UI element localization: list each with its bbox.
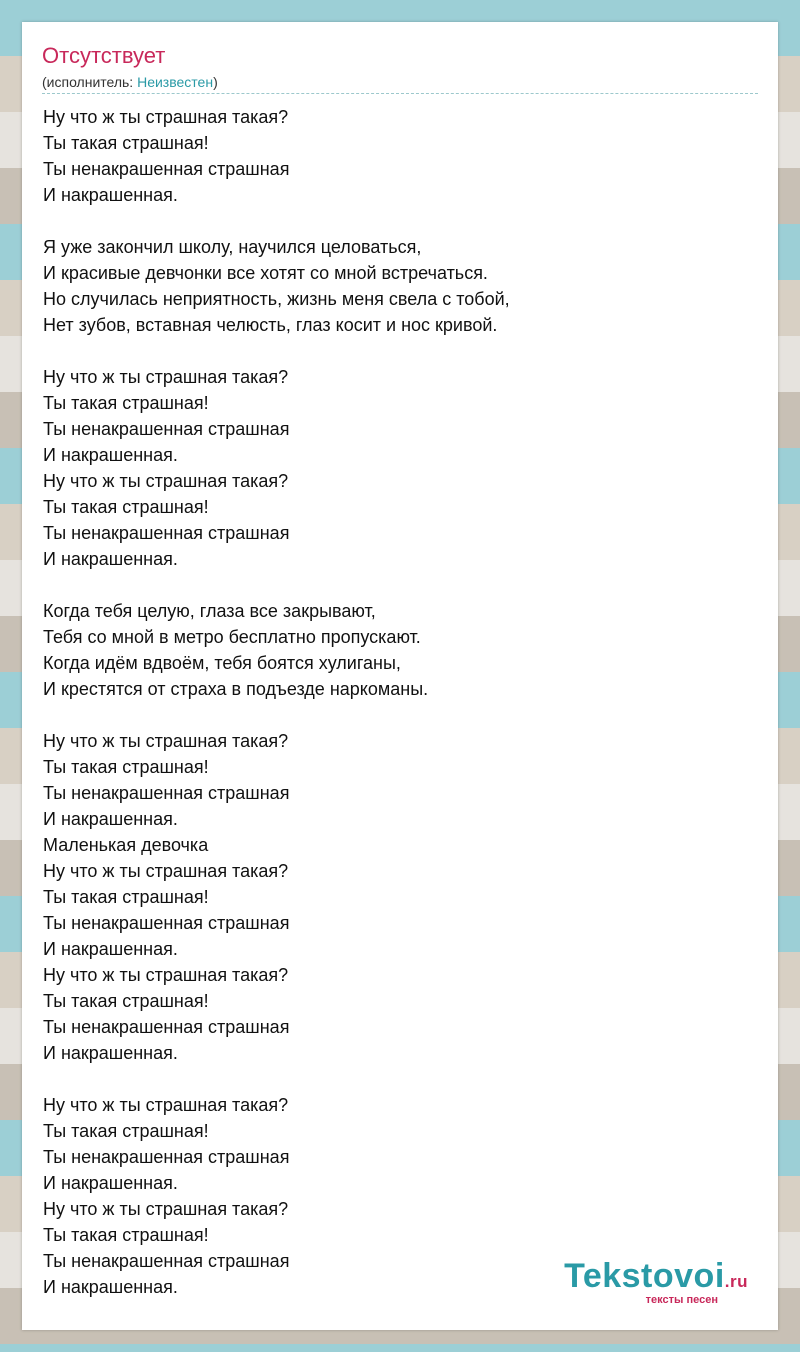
lyrics-line: Ты такая страшная! (43, 393, 209, 413)
lyrics-line: Ну что ж ты страшная такая? (43, 731, 289, 751)
artist-link[interactable]: Неизвестен (137, 74, 214, 90)
lyrics-line: И красивые девчонки все хотят со мной встречаться. (43, 263, 488, 283)
lyrics-line: Ты ненакрашенная страшная (43, 1251, 290, 1271)
lyrics-blank-line (43, 208, 743, 234)
lyrics-line: Ты такая страшная! (43, 497, 209, 517)
lyrics-line: И накрашенная. (43, 445, 178, 465)
lyrics-line: Когда тебя целую, глаза все закрывают, (43, 601, 376, 621)
lyrics-line: Ты такая страшная! (43, 133, 209, 153)
byline-suffix: ) (213, 74, 218, 90)
lyrics-line: Ну что ж ты страшная такая? (43, 471, 289, 491)
lyrics-blank-line (43, 702, 743, 728)
logo-name: Tekstovoi (564, 1257, 725, 1295)
lyrics-line: Нет зубов, вставная челюсть, глаз косит и нос кривой. (43, 315, 498, 335)
lyrics-line: И крестятся от страха в подъезде наркоманы. (43, 679, 429, 699)
lyrics-line: Ты ненакрашенная страшная (43, 419, 290, 439)
lyrics-line: Ты ненакрашенная страшная (43, 1147, 290, 1167)
lyrics-line: Ты ненакрашенная страшная (43, 913, 290, 933)
lyrics-line: Ты такая страшная! (43, 991, 209, 1011)
lyrics-line: Тебя со мной в метро бесплатно пропускают. (43, 627, 421, 647)
lyrics-line: Ну что ж ты страшная такая? (43, 107, 289, 127)
lyrics-line: И накрашенная. (43, 1277, 178, 1297)
lyrics-line: И накрашенная. (43, 1043, 178, 1063)
lyrics-line: Я уже закончил школу, научился целоваться, (43, 237, 422, 257)
lyrics-line: И накрашенная. (43, 939, 178, 959)
lyrics-line: Ты такая страшная! (43, 757, 209, 777)
header-divider (42, 93, 758, 94)
lyrics-line: И накрашенная. (43, 809, 178, 829)
lyrics-line: Ты ненакрашенная страшная (43, 159, 290, 179)
lyrics-line: Ты такая страшная! (43, 1225, 209, 1245)
lyrics-line: Ну что ж ты страшная такая? (43, 1199, 289, 1219)
site-logo[interactable] (564, 1258, 748, 1306)
lyrics-blank-line (43, 338, 743, 364)
lyrics-line: Ну что ж ты страшная такая? (43, 367, 289, 387)
lyrics-line: Маленькая девочка (43, 835, 209, 855)
lyrics-line: Но случилась неприятность, жизнь меня свела с тобой, (43, 289, 510, 309)
lyrics-text (43, 104, 743, 1300)
logo-tld: .ru (724, 1272, 748, 1291)
lyrics-line: Ты ненакрашенная страшная (43, 523, 290, 543)
byline-prefix: (исполнитель: (42, 74, 138, 90)
lyrics-line: Ну что ж ты страшная такая? (43, 1095, 289, 1115)
lyrics-blank-line (43, 572, 743, 598)
artist-byline (42, 73, 218, 91)
lyrics-line: И накрашенная. (43, 549, 178, 569)
lyrics-blank-line (43, 1066, 743, 1092)
lyrics-line: Ты такая страшная! (43, 887, 209, 907)
lyrics-line: Когда идём вдвоём, тебя боятся хулиганы, (43, 653, 401, 673)
lyrics-line: И накрашенная. (43, 185, 178, 205)
lyrics-line: Ты ненакрашенная страшная (43, 1017, 290, 1037)
lyrics-line: Ну что ж ты страшная такая? (43, 861, 289, 881)
lyrics-line: И накрашенная. (43, 1173, 178, 1193)
song-title: Отсутствует (42, 43, 166, 68)
lyrics-line: Ты такая страшная! (43, 1121, 209, 1141)
lyrics-card (22, 22, 778, 1330)
lyrics-line: Ты ненакрашенная страшная (43, 783, 290, 803)
logo-tagline: тексты песен (645, 1294, 718, 1306)
lyrics-line: Ну что ж ты страшная такая? (43, 965, 289, 985)
